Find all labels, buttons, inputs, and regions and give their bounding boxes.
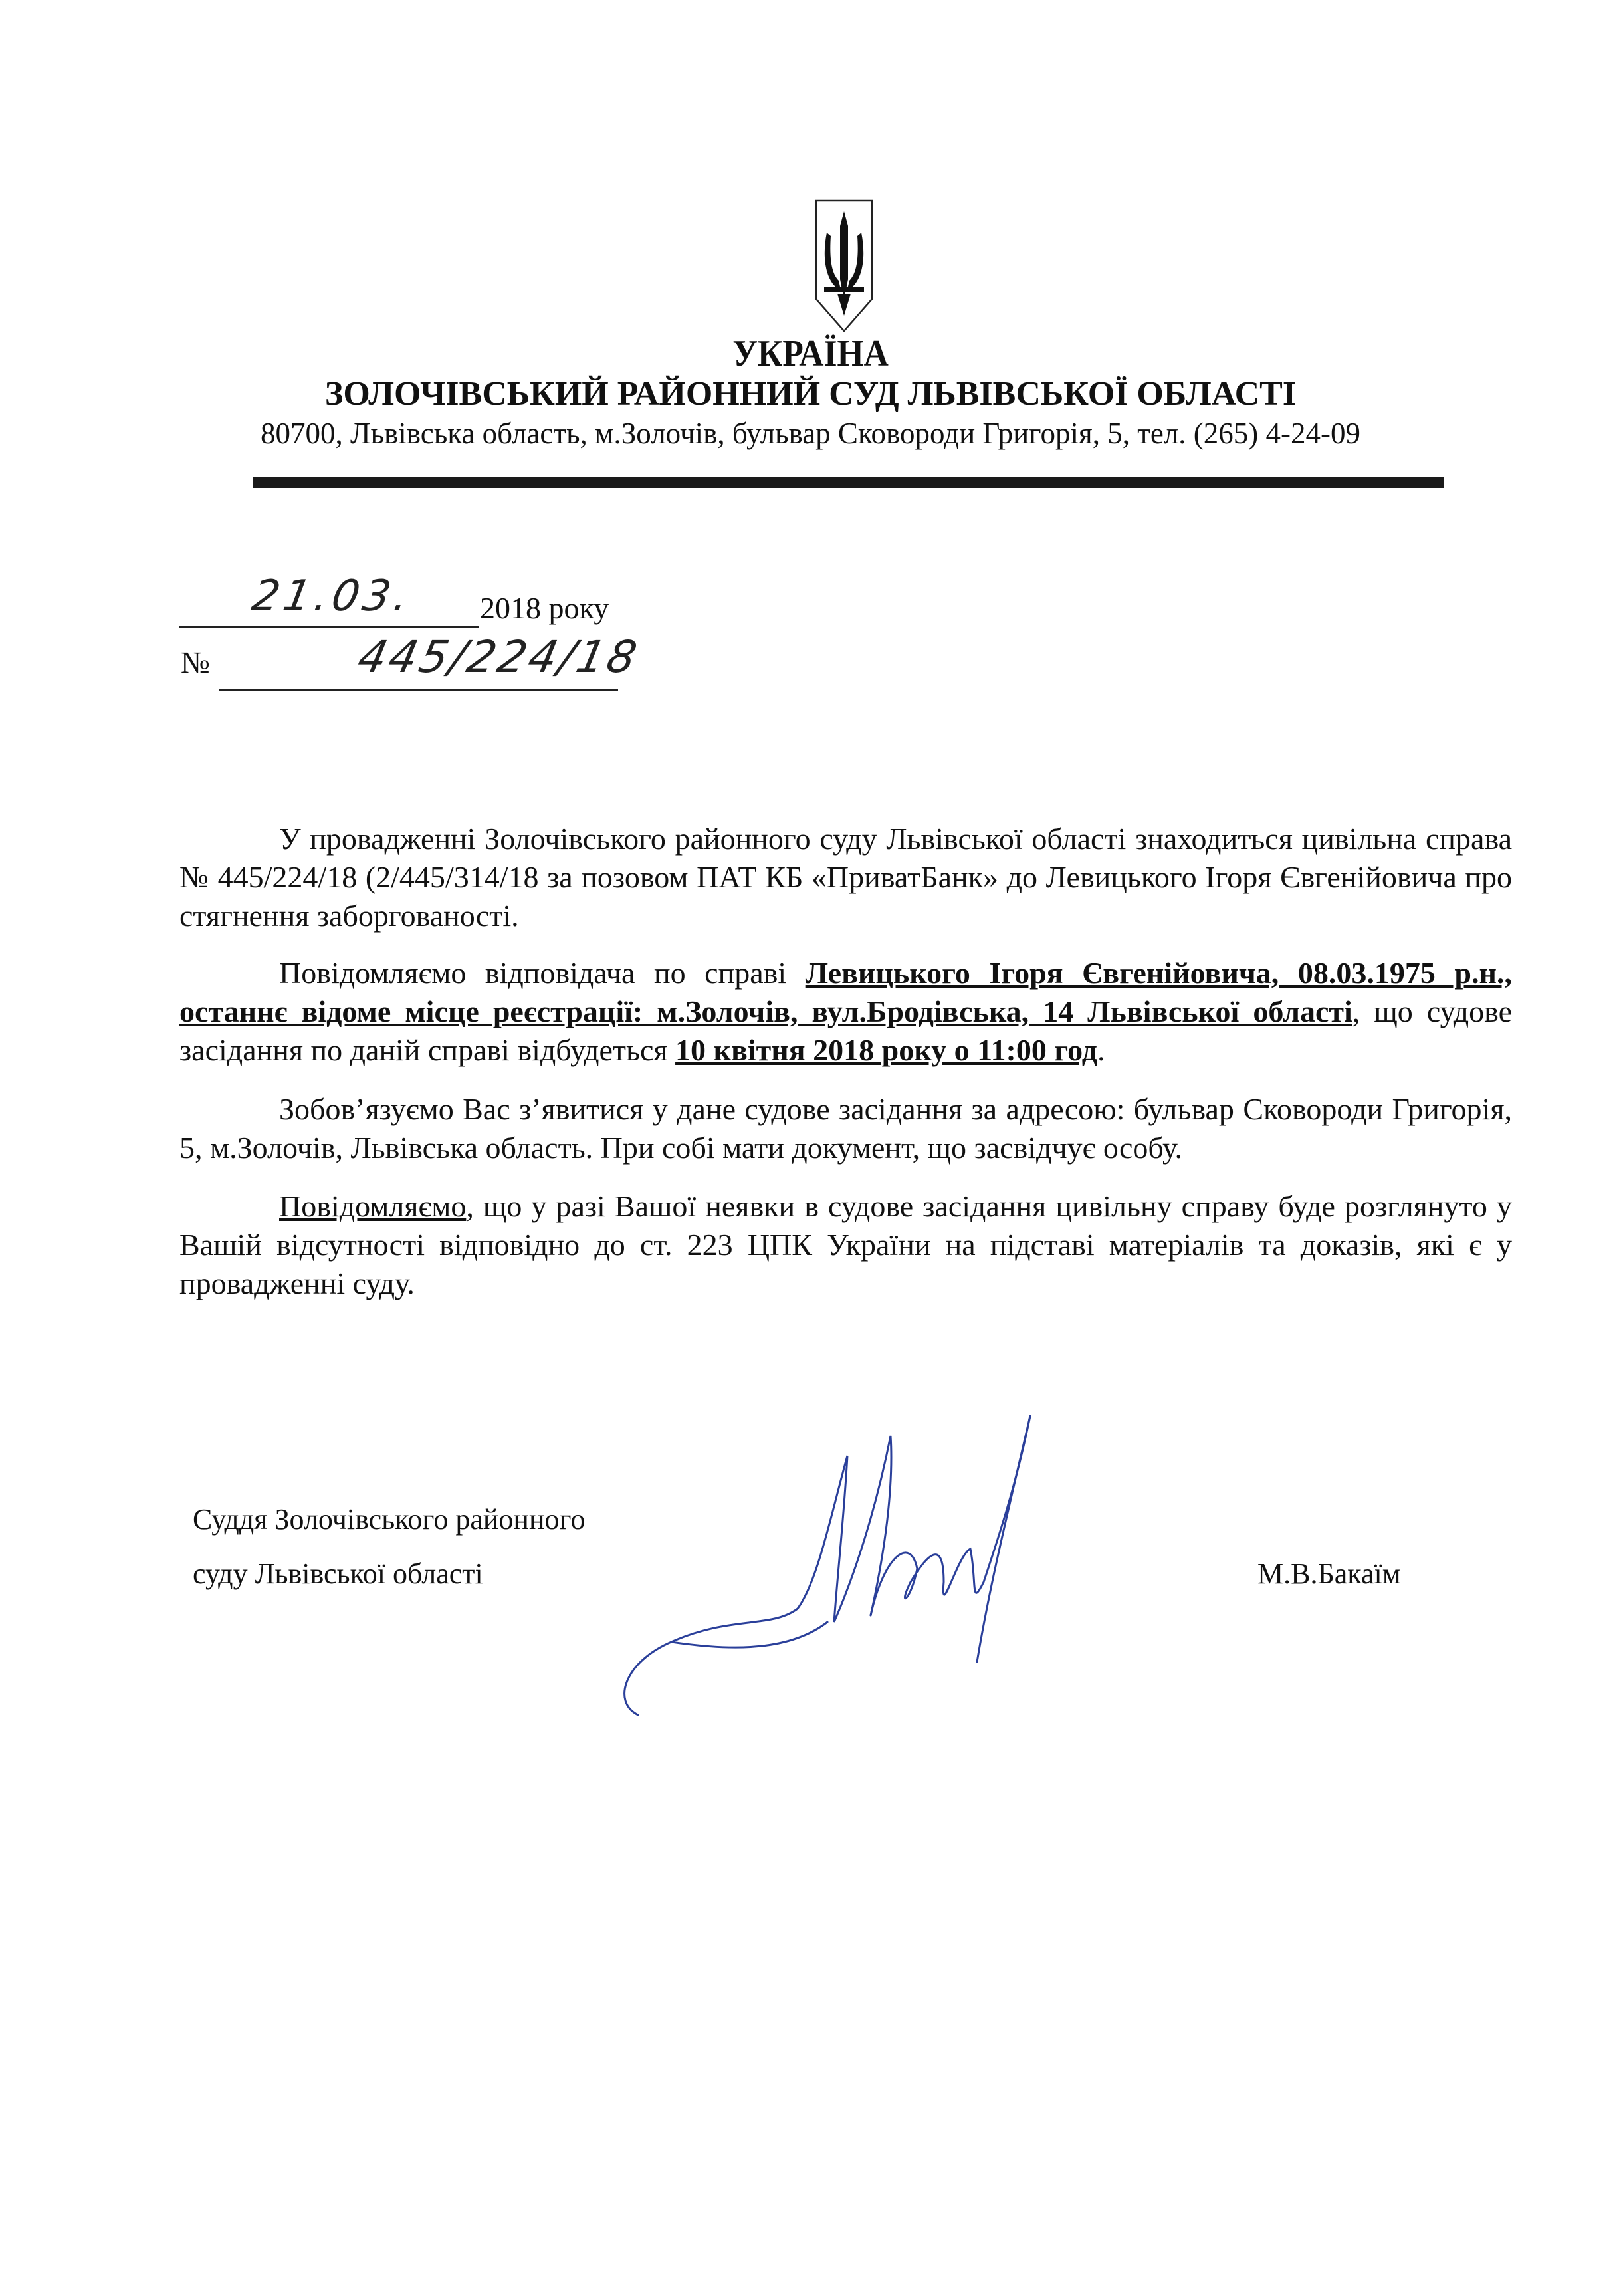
number-sign: № [181, 645, 210, 679]
text: , що у разі Вашої неявки в судове засідання цивільну справу буде розглянуто у Вашій відсутності відповідно до ст. 223 ЦПК України на підставі матеріалів та доказів, які є у провадженні суду. [179, 1189, 1512, 1300]
handwritten-signature [598, 1383, 1063, 1728]
handwritten-date: 21.03. [248, 572, 417, 621]
judge-name: М.В.Бакаїм [1257, 1557, 1401, 1590]
header-divider [253, 477, 1444, 488]
judge-title-line1: Суддя Золочівського районного [193, 1503, 586, 1536]
handwritten-case-number: 445/224/18 [353, 631, 644, 683]
text: , що судове засідання по даній справі відбудеться [179, 994, 1513, 1067]
court-address: 80700, Львівська область, м.Золочів, бульвар Сковороди Григорія, 5, тел. (265) 4-24-09 [260, 417, 1360, 450]
paragraph-hearing-notice [179, 954, 1512, 1070]
date-year: 2018 року [480, 591, 609, 625]
hearing-datetime: 10 квітня 2018 року о 11:00 год [675, 1033, 1098, 1067]
underlined-notice: Повідомляємо [279, 1189, 467, 1223]
paragraph-case-info: У провадженні Золочівського районного суду Львівської області знаходиться цивільна справа № 445/224/18 (2/445/314/18 за позовом ПАТ КБ «ПриватБанк» до Левицького Ігоря Євгенійовича про стягнення заборгованості. [179, 822, 1512, 933]
text: . [1097, 1033, 1105, 1067]
paragraph-appearance-obligation: Зобов’язуємо Вас з’явитися у дане судове засідання за адресою: бульвар Сковороди Григорія, 5, м.Золочів, Львівська область. При собі мати документ, що засвідчує особу. [179, 1092, 1512, 1165]
text: Повідомляємо відповідача по справі [279, 956, 806, 990]
judge-title-line2: суду Львівської області [193, 1557, 483, 1590]
court-name: ЗОЛОЧІВСЬКИЙ РАЙОННИЙ СУД ЛЬВІВСЬКОЇ ОБЛАСТІ [324, 375, 1297, 413]
coat-of-arms-icon [811, 199, 877, 332]
paragraph-absence-warning [179, 1187, 1512, 1303]
country-heading: УКРАЇНА [732, 333, 889, 374]
defendant-details: Левицького Ігоря Євгенійовича, 08.03.1975 р.н., останнє відоме місце реєстрації: м.Золочів, вул.Бродівська, 14 Львівської області [179, 956, 1512, 1028]
